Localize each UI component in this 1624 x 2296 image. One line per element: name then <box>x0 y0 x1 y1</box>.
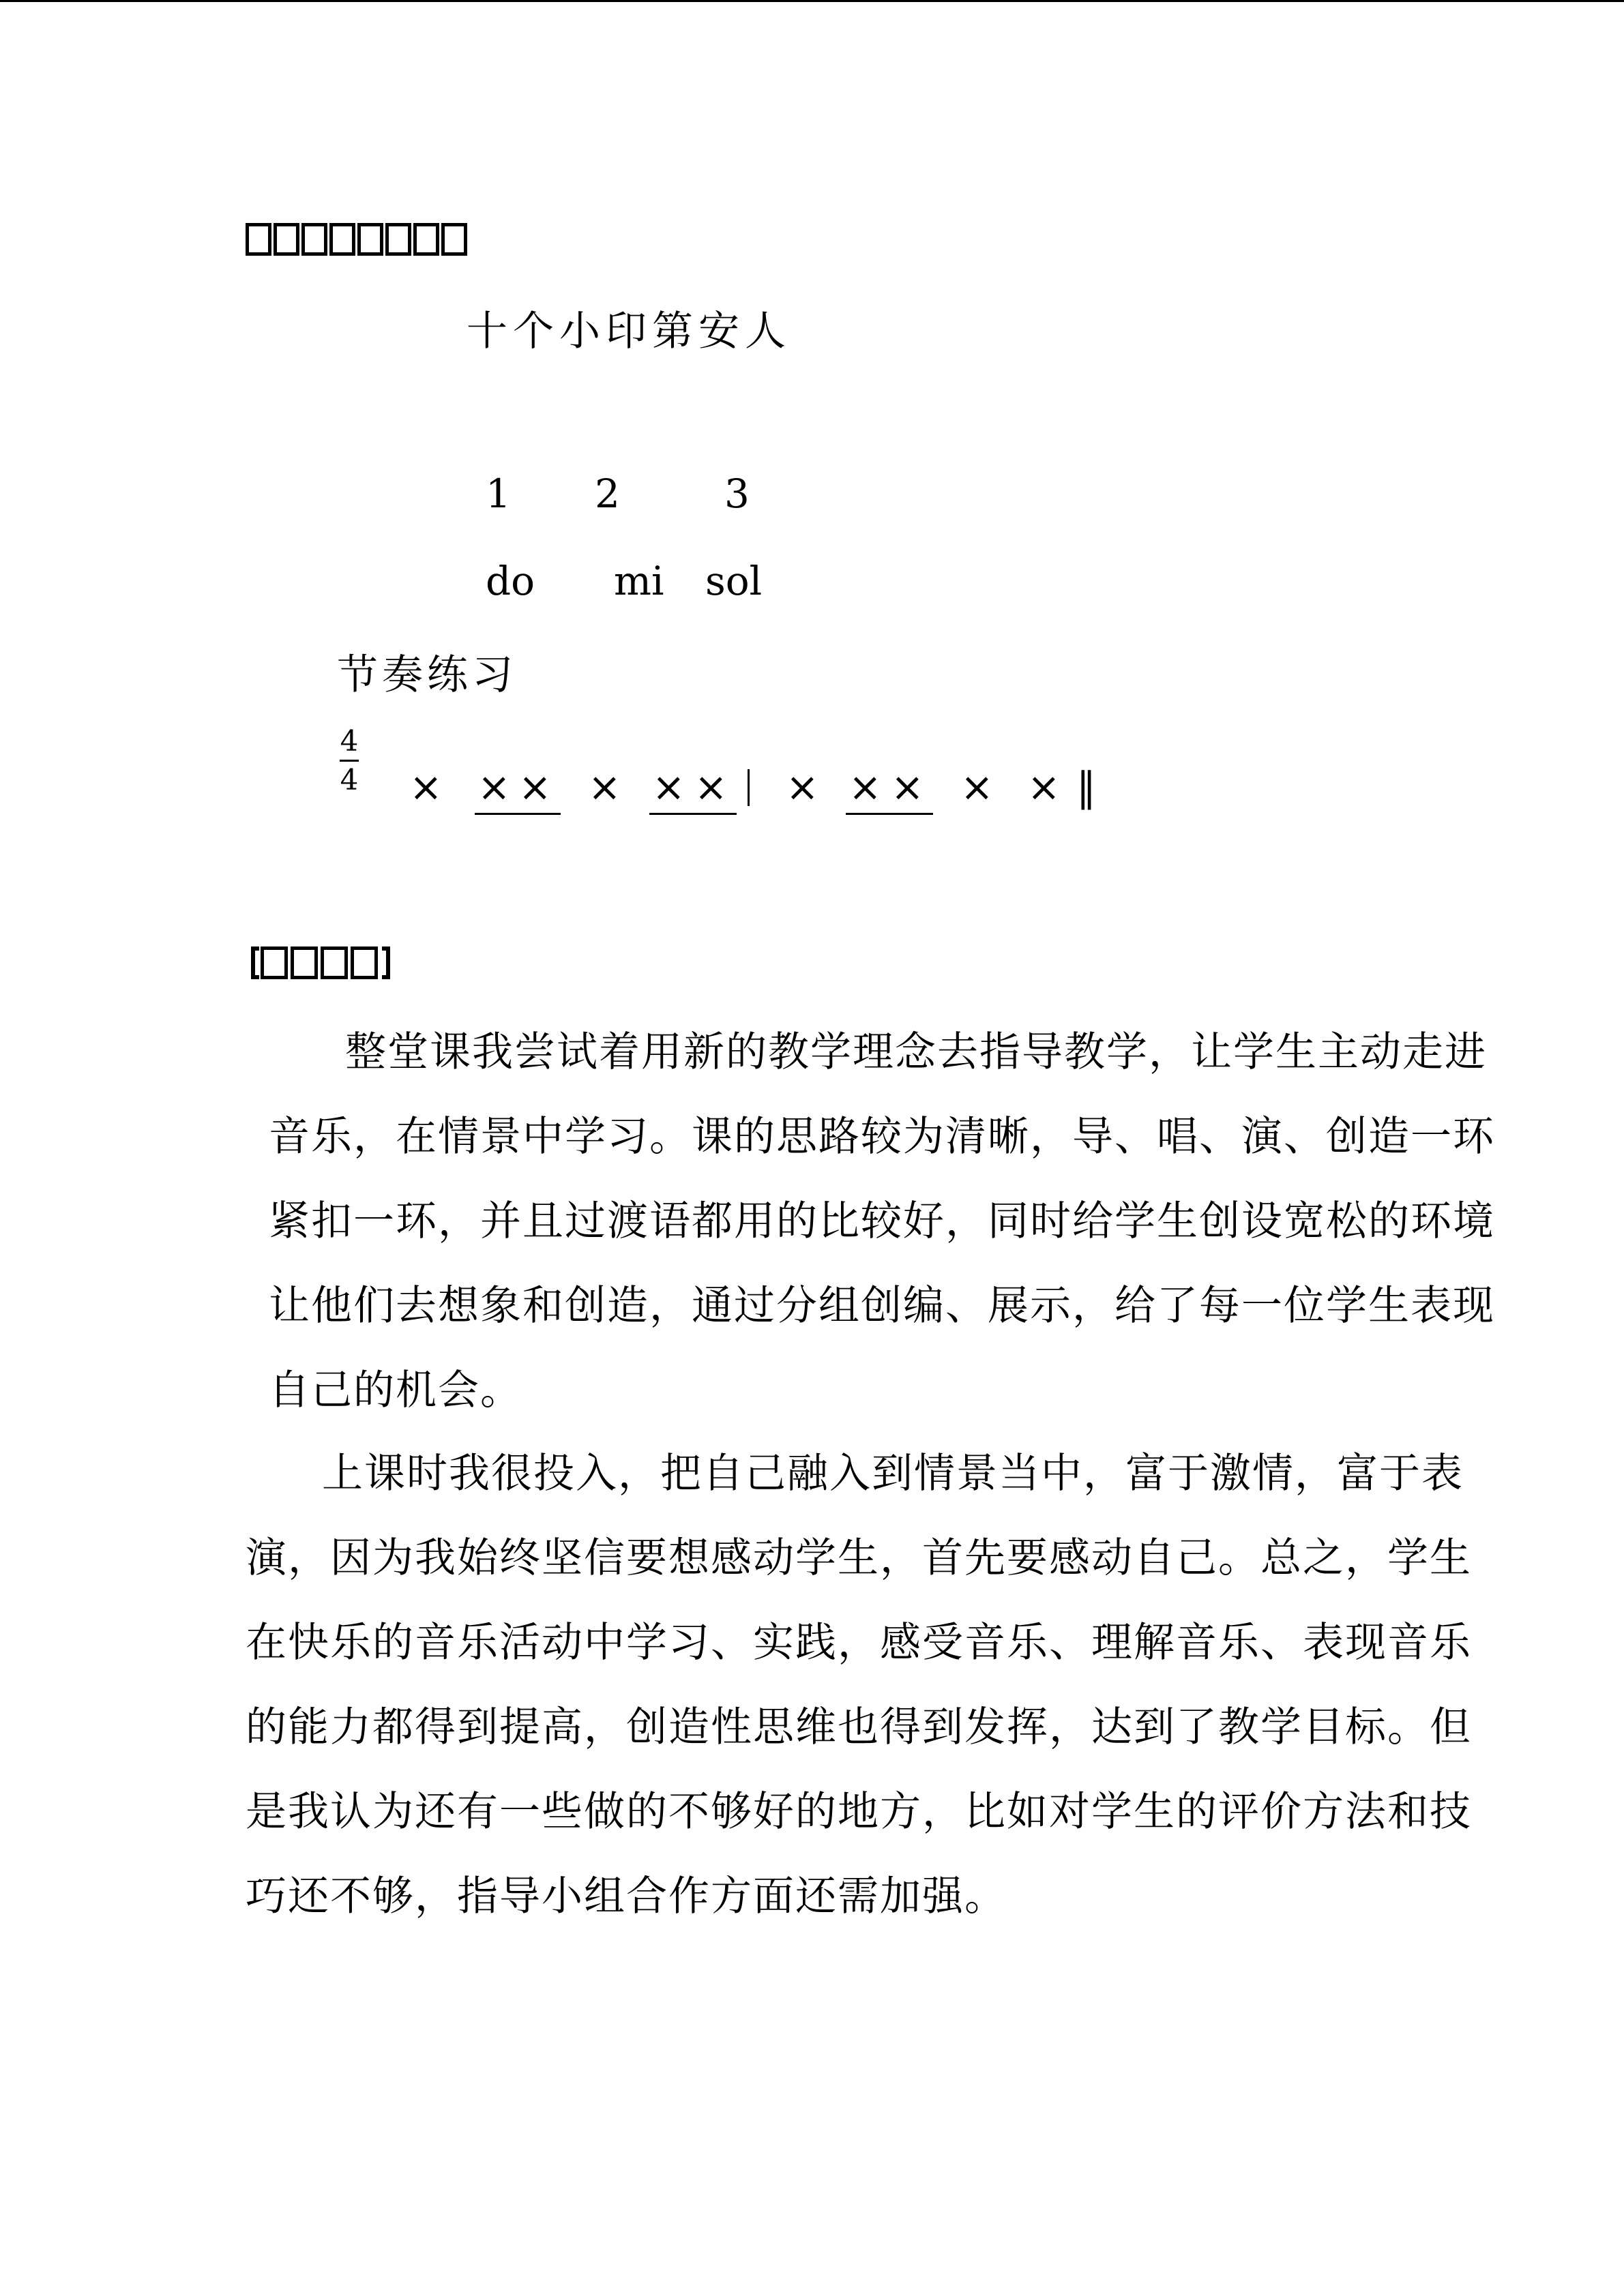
eighth-note-beam <box>475 813 561 815</box>
paragraph-line: 让他们去想象和创造，通过分组创编、展示，给了每一位学生表现 <box>269 1282 1495 1330</box>
missing-glyph-box <box>301 223 327 256</box>
paragraph-line: 在快乐的音乐活动中学习、实践，感受音乐、理解音乐、表现音乐 <box>246 1619 1472 1667</box>
solfa-name: do <box>486 558 535 604</box>
eighth-note-beam <box>846 813 933 815</box>
solfa-number: 2 <box>595 471 620 517</box>
missing-glyph-box <box>291 946 318 979</box>
paragraph-line: 整堂课我尝试着用新的教学理念去指导教学，让学生主动走进 <box>345 1028 1487 1076</box>
eighth-note-beam <box>649 813 737 815</box>
song-title: 十个小印第安人 <box>467 308 791 355</box>
missing-glyph-box <box>413 223 439 256</box>
reflection-heading-missing-glyphs <box>251 942 390 983</box>
paragraph-line: 的能力都得到提高，创造性思维也得到发挥，达到了教学目标。但 <box>246 1703 1472 1751</box>
paragraph-line: 音乐，在情景中学习。课的思路较为清晰，导、唱、演、创造一环 <box>269 1113 1495 1161</box>
left-bracket <box>251 946 259 979</box>
rhythm-note: × <box>1027 764 1061 810</box>
time-signature-bottom: 4 <box>340 763 359 796</box>
solfa-number: 3 <box>724 471 750 517</box>
section-heading-missing-glyphs <box>246 220 469 259</box>
solfa-name: sol <box>705 558 763 604</box>
time-signature-divider <box>340 760 359 762</box>
missing-glyph-box <box>261 946 288 979</box>
paragraph-line: 演，因为我始终坚信要想感动学生，首先要感动自己。总之，学生 <box>246 1534 1472 1582</box>
right-bracket <box>382 946 390 979</box>
rhythm-note: × <box>652 764 685 810</box>
missing-glyph-box <box>441 223 467 256</box>
missing-glyph-box <box>329 223 355 256</box>
rhythm-note: × <box>477 764 511 810</box>
missing-glyph-box <box>385 223 411 256</box>
final-bar-line: ‖ <box>1076 764 1096 810</box>
missing-glyph-box <box>351 946 378 979</box>
rhythm-note: × <box>588 764 621 810</box>
time-signature-top: 4 <box>340 724 359 758</box>
rhythm-note: × <box>960 764 994 810</box>
solfa-name: mi <box>614 558 664 604</box>
time-signature <box>337 724 361 796</box>
rhythm-note: × <box>786 764 819 810</box>
bar-line <box>748 769 750 806</box>
paragraph-line: 巧还不够，指导小组合作方面还需加强。 <box>246 1873 1007 1920</box>
rhythm-note: × <box>891 764 924 810</box>
rhythm-note: × <box>518 764 552 810</box>
rhythm-note: × <box>694 764 728 810</box>
missing-glyph-box <box>246 223 271 256</box>
paragraph-line: 是我认为还有一些做的不够好的地方，比如对学生的评价方法和技 <box>246 1788 1472 1836</box>
paragraph-line: 上课时我很投入，把自己融入到情景当中，富于激情，富于表 <box>322 1450 1464 1497</box>
missing-glyph-box <box>274 223 299 256</box>
rhythm-exercise-label: 节奏练习 <box>337 651 517 699</box>
paragraph-line: 自己的机会。 <box>269 1367 522 1414</box>
rhythm-note: × <box>409 764 443 810</box>
missing-glyph-box <box>357 223 383 256</box>
rhythm-note: × <box>848 764 882 810</box>
page-top-rule <box>0 0 1624 2</box>
missing-glyph-box <box>321 946 348 979</box>
paragraph-line: 紧扣一环，并且过渡语都用的比较好，同时给学生创设宽松的环境 <box>269 1197 1495 1245</box>
solfa-number: 1 <box>486 471 511 517</box>
